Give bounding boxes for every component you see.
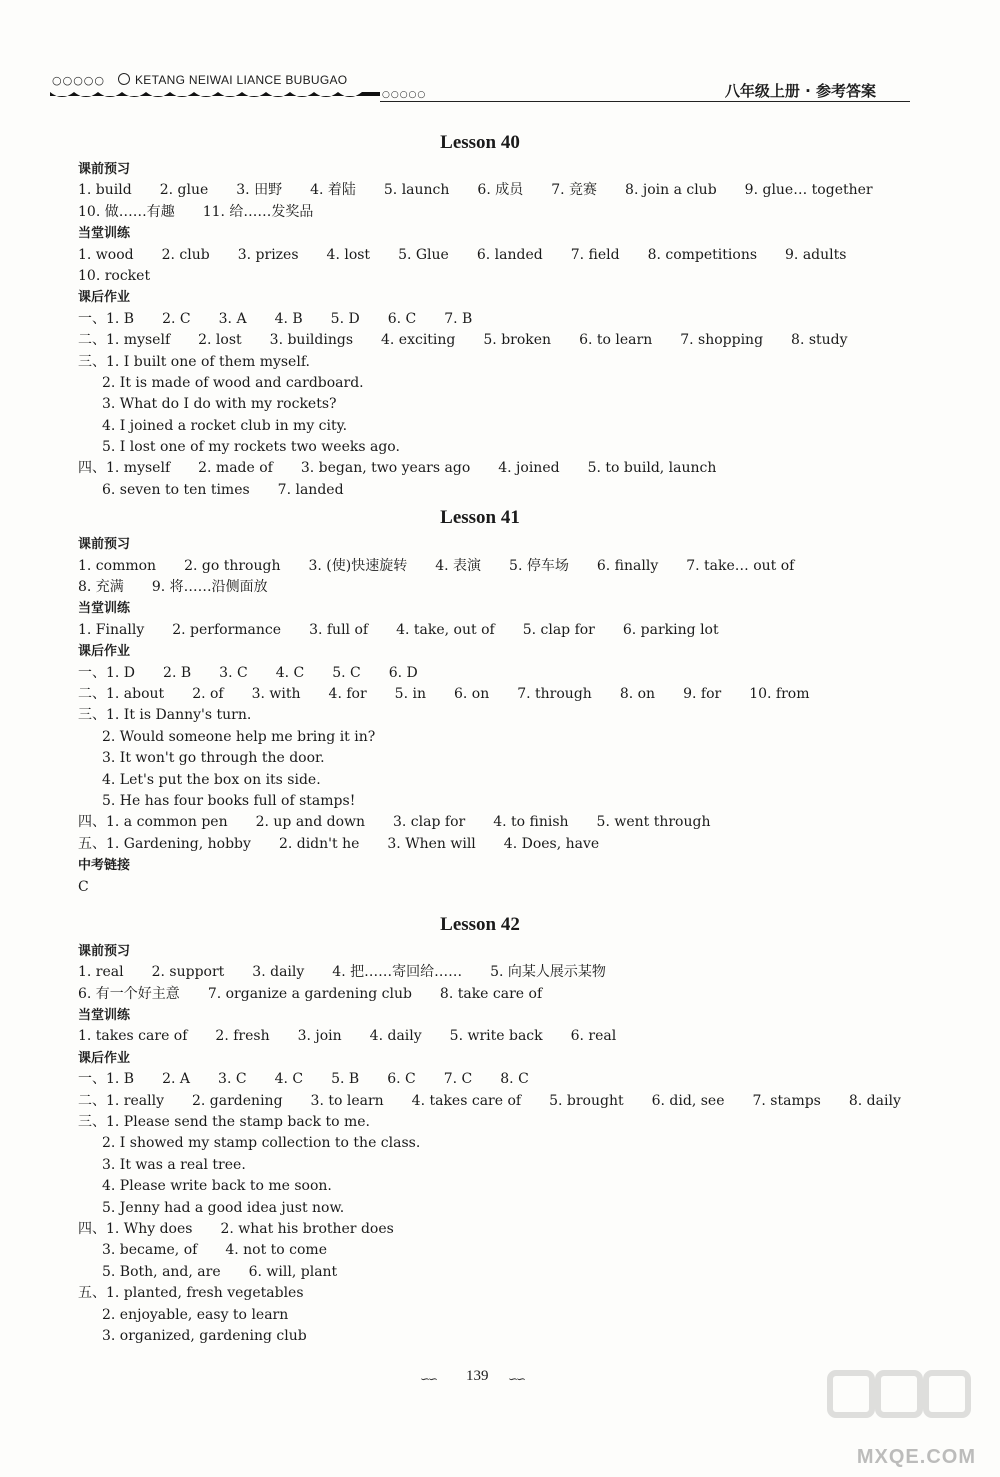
answer-item: 5. went through <box>596 814 711 831</box>
answer-item: 7. 竞赛 <box>551 182 598 199</box>
answer-item: 3. full of <box>309 621 369 638</box>
answer-line <box>78 309 918 330</box>
answer-item: 5. to build, launch <box>587 460 717 477</box>
section-label: 当堂训练 <box>78 1008 131 1024</box>
answer-line <box>78 663 918 684</box>
answer-item: 9. for <box>683 685 722 702</box>
answer-item: 4. 把……寄回给…… <box>332 964 463 981</box>
answer-item: 6. landed <box>476 246 543 263</box>
answer-item: 4. 表演 <box>435 557 482 574</box>
answer-item: 2. C <box>162 310 191 327</box>
answer-item: 3. A <box>218 310 247 327</box>
header-series-name: KETANG NEIWAI LIANCE BUBUGAO <box>135 73 348 87</box>
answer-line <box>78 1326 918 1347</box>
answer-item: 6. on <box>453 685 490 702</box>
answer-line <box>78 791 918 812</box>
answer-item: 5. He has four books full of stamps! <box>102 792 356 809</box>
footer-ornament-right: ∽∽ <box>508 1372 525 1386</box>
answer-item: 2. performance <box>172 621 282 638</box>
answer-item: 8. join a club <box>625 182 717 199</box>
answer-item: 9. adults <box>785 246 847 263</box>
answer-item: 6. will, plant <box>248 1263 338 1280</box>
answer-line <box>78 180 918 201</box>
answer-item: 3. When will <box>387 835 476 852</box>
header-circles-right: ○○○○○ <box>382 90 427 100</box>
section-label: 课前预习 <box>78 943 131 959</box>
answer-line <box>78 812 918 833</box>
answer-item: 5. B <box>331 1071 360 1088</box>
answer-line <box>78 1026 918 1047</box>
answer-item: 2. club <box>161 246 210 263</box>
answer-item: 5. clap for <box>522 621 595 638</box>
answer-item: 5. D <box>330 310 360 327</box>
answer-item: 2. I showed my stamp collection to the class. <box>102 1135 421 1152</box>
answer-item: 3. buildings <box>269 332 353 349</box>
answer-item: 7. landed <box>277 481 344 498</box>
answer-item: 3. C <box>219 664 248 681</box>
answer-line <box>78 684 918 705</box>
answer-item: 7. organize a gardening club <box>207 985 412 1002</box>
answer-item: 6. C <box>387 1071 416 1088</box>
answer-item: 8. take care of <box>439 985 543 1002</box>
answer-item: 2. lost <box>198 332 242 349</box>
answer-line <box>78 984 918 1005</box>
answer-item: 2. support <box>151 964 225 981</box>
answer-item: 4. take, out of <box>396 621 495 638</box>
page-footer <box>420 1366 560 1396</box>
answer-item: 三、1. Please send the stamp back to me. <box>78 1114 370 1131</box>
section-label: 课前预习 <box>78 537 131 553</box>
answer-item: 5. write back <box>449 1028 543 1045</box>
answer-item: 2. made of <box>198 460 273 477</box>
footer-ornament-left: ∽∽ <box>420 1372 437 1386</box>
answer-item: 3. It was a real tree. <box>102 1156 246 1173</box>
section-label: 当堂训练 <box>78 601 131 617</box>
answer-line <box>78 748 918 769</box>
answer-item: 8. C <box>500 1071 529 1088</box>
answer-item: 8. study <box>791 332 848 349</box>
answer-item: 2. up and down <box>255 814 365 831</box>
answer-item: 4. lost <box>326 246 371 263</box>
answer-line <box>78 705 918 726</box>
answer-item: 三、1. It is Danny's turn. <box>78 707 252 724</box>
answer-line <box>78 877 918 898</box>
answer-line <box>78 962 918 983</box>
answer-line <box>78 202 918 223</box>
page-header <box>40 70 910 106</box>
section-label: 课后作业 <box>78 1050 131 1066</box>
answer-item: 3. with <box>251 685 301 702</box>
answer-item: 7. field <box>570 246 620 263</box>
answer-item: 7. shopping <box>680 332 764 349</box>
answer-item: 3. organized, gardening club <box>102 1327 307 1344</box>
answer-item: 5. Both, and, are <box>102 1263 221 1280</box>
answer-item: 5. 停车场 <box>509 557 569 574</box>
page-number: 139 <box>466 1368 489 1384</box>
answer-item: 1. build <box>78 182 132 199</box>
answer-line <box>78 1283 918 1304</box>
answer-item: 4. not to come <box>225 1242 327 1259</box>
answer-item: 6. to learn <box>579 332 653 349</box>
answer-item: 一、1. B <box>78 310 135 327</box>
answer-item: 4. C <box>274 1071 304 1088</box>
answer-line <box>78 1176 918 1197</box>
answer-line <box>78 577 918 598</box>
answer-item: 8. on <box>619 685 656 702</box>
answer-item: 3. C <box>218 1071 247 1088</box>
answer-item: 8. competitions <box>647 246 758 263</box>
answer-line <box>78 458 918 479</box>
answer-item: 6. finally <box>596 557 659 574</box>
header-logo-icon <box>118 73 130 85</box>
answer-item: 5. I lost one of my rockets two weeks ago. <box>102 439 400 456</box>
answer-line <box>78 1091 918 1112</box>
answer-item: 4. C <box>275 664 305 681</box>
lesson-title: Lesson 40 <box>440 132 520 153</box>
answer-item: 3. clap for <box>393 814 466 831</box>
answer-item: 8. daily <box>848 1092 901 1109</box>
answer-item: 7. stamps <box>752 1092 821 1109</box>
answer-item: 1. real <box>78 964 124 981</box>
answer-line <box>78 394 918 415</box>
answer-item: 1. wood <box>78 246 134 263</box>
answer-item: 1. common <box>78 557 157 574</box>
answer-item: 4. joined <box>498 460 560 477</box>
answer-line <box>78 1112 918 1133</box>
answer-line <box>78 1240 918 1261</box>
answer-item: 2. go through <box>184 557 281 574</box>
answer-item: 3. (使)快速旋转 <box>308 557 408 574</box>
lesson-title: Lesson 42 <box>440 913 520 935</box>
answer-item: 2. It is made of wood and cardboard. <box>102 374 364 391</box>
answer-item: 一、1. B <box>78 1071 135 1088</box>
answer-item: 9. glue… together <box>744 182 873 199</box>
answer-item: 4. Please write back to me soon. <box>102 1178 332 1195</box>
answer-item: 6. 成员 <box>477 182 524 199</box>
answer-item: 3. daily <box>252 964 305 981</box>
answer-line <box>78 330 918 351</box>
answer-item: 7. B <box>444 310 473 327</box>
section-label: 当堂训练 <box>78 226 131 242</box>
answer-item: 二、1. really <box>78 1092 164 1109</box>
answer-item: 3. It won't go through the door. <box>102 750 325 767</box>
answer-item: 3. join <box>297 1028 342 1045</box>
header-rule <box>380 101 910 102</box>
answer-line <box>78 1219 918 1240</box>
answer-item: 5. launch <box>383 182 450 199</box>
answer-line <box>78 1262 918 1283</box>
section-label: 课前预习 <box>78 162 131 177</box>
answer-item: 四、1. Why does <box>78 1220 193 1237</box>
answer-item: 3. What do I do with my rockets? <box>102 396 337 413</box>
header-wave-decoration <box>50 88 380 102</box>
answer-item: 2. enjoyable, easy to learn <box>102 1306 289 1323</box>
answer-line <box>78 416 918 437</box>
answer-line <box>78 770 918 791</box>
answer-item: 10. 做……有趣 <box>78 203 175 220</box>
answer-line <box>78 1198 918 1219</box>
answer-item: 2. of <box>192 685 224 702</box>
answer-item: 6. D <box>388 664 418 681</box>
answer-line <box>78 245 918 266</box>
answer-line <box>78 352 918 373</box>
section-label: 课后作业 <box>78 644 131 660</box>
answer-content <box>78 126 918 1347</box>
answer-item: 5. in <box>394 685 426 702</box>
answer-item: 5. brought <box>549 1092 624 1109</box>
answer-item: 6. parking lot <box>622 621 719 638</box>
answer-item: 3. became, of <box>102 1242 198 1259</box>
answer-item: 1. Finally <box>78 621 145 638</box>
answer-item: 2. B <box>163 664 192 681</box>
answer-item: 四、1. a common pen <box>78 814 228 831</box>
answer-line <box>78 620 918 641</box>
answer-item: 3. 田野 <box>236 182 283 199</box>
answer-item: 五、1. Gardening, hobby <box>78 835 251 852</box>
answer-item: 2. gardening <box>192 1092 283 1109</box>
answer-item: 11. 给……发奖品 <box>202 203 314 220</box>
answer-item: 6. real <box>570 1028 617 1045</box>
header-book-title: 八年级上册 · 参考答案 <box>724 82 876 100</box>
answer-item: 四、1. myself <box>78 460 171 477</box>
answer-line <box>78 834 918 855</box>
answer-item: 2. fresh <box>215 1028 270 1045</box>
answer-item: 3. prizes <box>237 246 299 263</box>
answer-item: 6. C <box>387 310 417 327</box>
answer-item: 五、1. planted, fresh vegetables <box>78 1285 304 1302</box>
answer-item: 6. 有一个好主意 <box>78 985 180 1002</box>
answer-item: 4. Does, have <box>503 835 600 852</box>
answer-item: 1. takes care of <box>78 1028 188 1045</box>
answer-item: 二、1. about <box>78 685 165 702</box>
section-label: 课后作业 <box>78 290 131 306</box>
answer-item: 4. for <box>328 685 367 702</box>
answer-item: 7. through <box>517 685 592 702</box>
answer-item: 6. seven to ten times <box>102 481 250 498</box>
answer-line <box>78 1069 918 1090</box>
answer-item: C <box>78 878 89 895</box>
answer-item: 一、1. D <box>78 664 136 681</box>
answer-item: 4. Let's put the box on its side. <box>102 771 321 788</box>
lesson-title: Lesson 41 <box>440 507 520 529</box>
answer-item: 4. B <box>274 310 303 327</box>
answer-item: 3. to learn <box>310 1092 384 1109</box>
header-circles-left: ○○○○○ <box>52 74 105 87</box>
answer-line <box>78 480 918 501</box>
answer-item: 7. take… out of <box>686 557 795 574</box>
answer-line <box>78 556 918 577</box>
answer-line <box>78 1155 918 1176</box>
answer-item: 2. glue <box>159 182 209 199</box>
answer-item: 7. C <box>443 1071 473 1088</box>
answer-item: 5. broken <box>483 332 552 349</box>
answer-item: 4. 着陆 <box>310 182 356 199</box>
answer-line <box>78 727 918 748</box>
answer-line <box>78 437 918 458</box>
answer-item: 8. 充满 <box>78 579 124 596</box>
section-label: 中考链接 <box>78 858 131 874</box>
answer-item: 4. takes care of <box>411 1092 522 1109</box>
answer-item: 4. exciting <box>381 332 456 349</box>
answer-item: 10. rocket <box>78 267 151 284</box>
answer-item: 三、1. I built one of them myself. <box>78 353 310 370</box>
answer-item: 3. began, two years ago <box>300 460 471 477</box>
answer-line <box>78 1133 918 1154</box>
answer-item: 6. did, see <box>651 1092 725 1109</box>
answer-item: 4. I joined a rocket club in my city. <box>102 417 348 434</box>
answer-item: 4. daily <box>369 1028 422 1045</box>
answer-item: 二、1. myself <box>78 332 171 349</box>
answer-item: 9. 将……沿侧面放 <box>151 579 268 596</box>
answer-line <box>78 373 918 394</box>
answer-item: 2. A <box>162 1071 191 1088</box>
answer-item: 10. from <box>749 685 810 702</box>
answer-item: 5. Glue <box>398 246 449 263</box>
answer-item: 5. C <box>332 664 361 681</box>
answer-item: 2. Would someone help me bring it in? <box>102 728 376 745</box>
answer-item: 2. what his brother does <box>220 1220 394 1237</box>
answer-item: 2. didn't he <box>278 835 360 852</box>
answer-line <box>78 1305 918 1326</box>
answer-item: 5. 向某人展示某物 <box>490 964 606 981</box>
answer-item: 4. to finish <box>493 814 569 831</box>
watermark-text: MXQE.COM <box>856 1446 976 1468</box>
answer-line <box>78 266 918 287</box>
answer-item: 5. Jenny had a good idea just now. <box>102 1199 345 1216</box>
